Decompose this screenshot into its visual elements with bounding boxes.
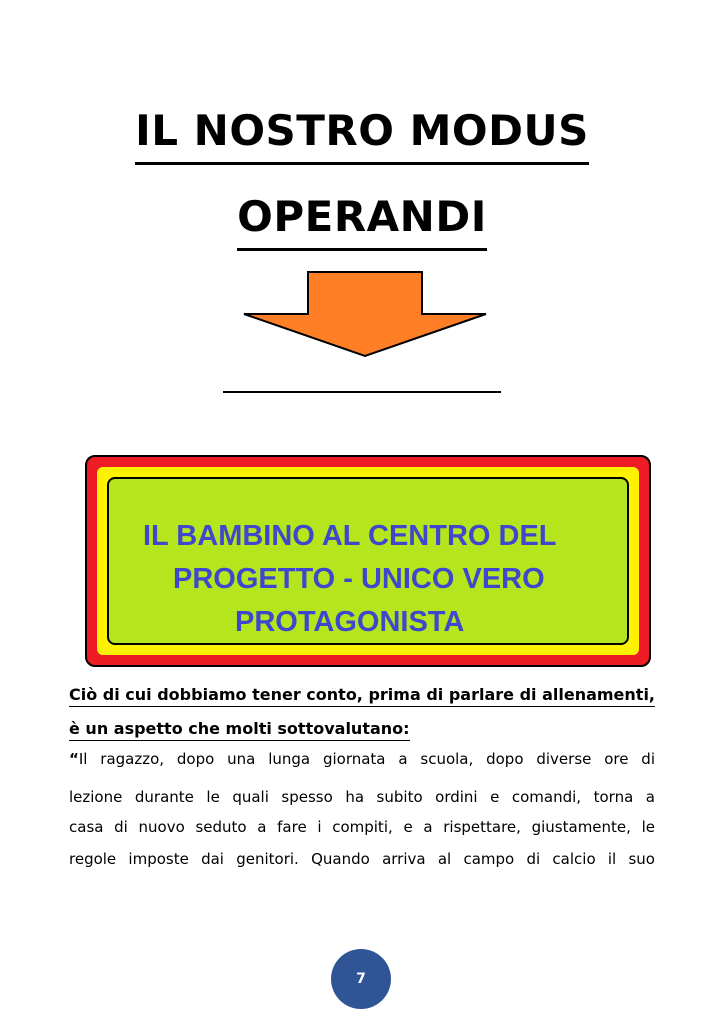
page-title-text-1: IL NOSTRO MODUS xyxy=(135,110,589,165)
page-title-line-1 xyxy=(0,106,724,165)
open-quote-mark: “ xyxy=(69,750,79,768)
arrow-divider xyxy=(223,391,501,393)
banner-line-3: PROTAGONISTA xyxy=(235,606,465,638)
body-text-2: lezione durante le quali spesso ha subito ordini e comandi, torna a xyxy=(69,788,655,806)
body-text-1: Il ragazzo, dopo una lunga giornata a scuola, dopo diverse ore di xyxy=(78,750,655,768)
page-number-text: 7 xyxy=(356,971,366,987)
body-text-line-4 xyxy=(69,852,655,867)
banner-line-1: IL BAMBINO AL CENTRO DEL xyxy=(143,520,557,552)
banner-green-panel xyxy=(107,477,629,645)
section-heading-text-1: Ciò di cui dobbiamo tener conto, prima di parlare di allenamenti, xyxy=(69,687,655,707)
body-text-line-1 xyxy=(69,752,655,767)
body-text-4: regole imposte dai genitori. Quando arriva al campo di calcio il suo xyxy=(69,850,655,868)
highlight-banner xyxy=(85,455,651,667)
banner-line-2: PROGETTO - UNICO VERO xyxy=(173,563,545,595)
section-heading-line-1 xyxy=(69,687,655,707)
page-title-text-2: OPERANDI xyxy=(237,196,487,251)
body-text-line-2 xyxy=(69,790,655,805)
body-text-line-3 xyxy=(69,820,655,835)
section-heading-line-2 xyxy=(69,721,410,741)
body-text-3: casa di nuovo seduto a fare i compiti, e a rispettare, giustamente, le xyxy=(69,818,655,836)
page-title-line-2 xyxy=(0,192,724,251)
page-number-badge xyxy=(331,949,391,1009)
section-heading-text-2: è un aspetto che molti sottovalutano: xyxy=(69,721,410,741)
banner-yellow-frame xyxy=(97,467,639,655)
down-arrow-icon xyxy=(240,270,490,360)
